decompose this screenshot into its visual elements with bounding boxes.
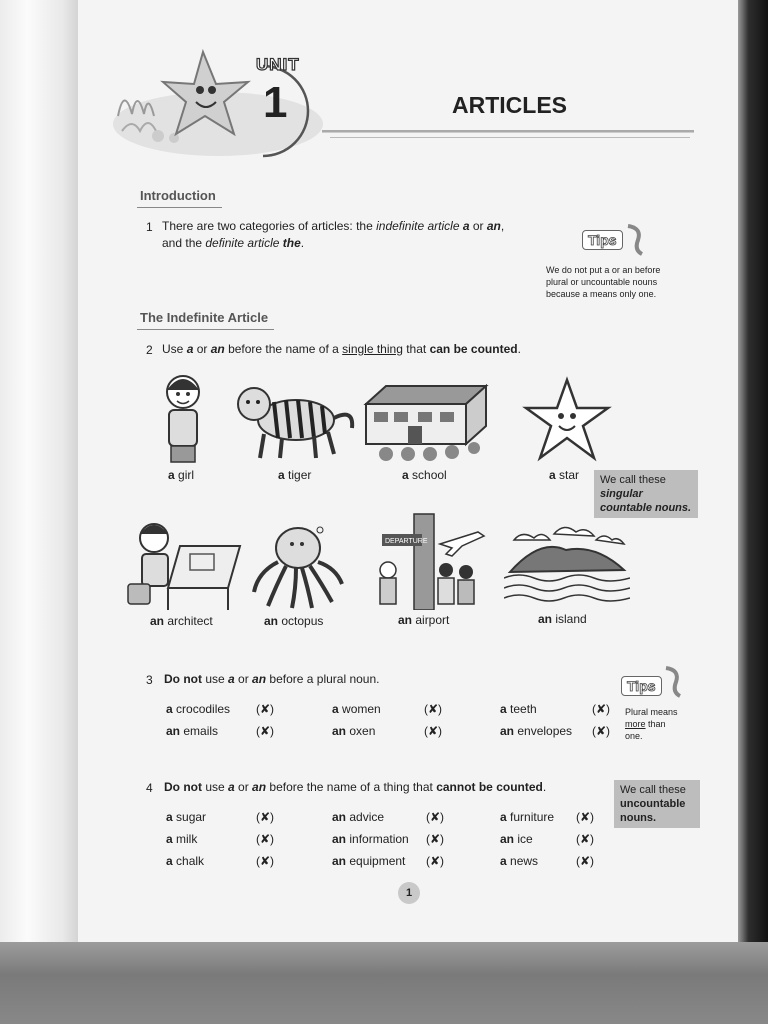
note-line: We call these [600,474,666,486]
article-label: an [332,832,347,846]
uncountable-example-cell [332,854,405,868]
item-number-4: 4 [146,781,153,795]
tips-note-2 [625,706,693,742]
article-label: an [500,832,515,846]
noun-label: star [555,468,580,482]
noun-label: sugar [172,810,207,824]
plural-example-cell [166,724,218,738]
article-label: an [332,724,347,738]
rule-article-an: an [252,780,267,794]
noun-label: school [408,468,447,482]
article-label: an [398,613,413,627]
noun-label: news [506,854,539,868]
intro-text: or [469,219,487,233]
article-label: an [166,724,181,738]
article-label: an [150,614,165,628]
tips-note-line: Plural means [625,707,678,717]
singular-countable-note [594,470,698,518]
intro-text: and the [162,236,206,250]
rule-article-an: an [210,342,225,356]
note-line-bold: uncountable [620,798,686,810]
incorrect-mark: (✘) [592,724,611,738]
tips-swirl-icon [622,222,646,256]
tiger-illustration [234,382,356,464]
incorrect-mark: (✘) [426,810,445,824]
tips-note-line: one. [625,731,643,741]
rule-text: or [234,780,253,794]
article-label: a [166,702,173,716]
article-label: a [166,832,173,846]
article-label: a [168,468,175,482]
item-number-1: 1 [146,220,153,234]
title-underline-secondary [330,137,690,138]
departure-sign: DEPARTURE [385,538,428,545]
incorrect-mark: (✘) [256,854,275,868]
article-label: an [264,614,279,628]
note-line: We call these [620,784,686,796]
example-a-tiger [278,468,311,482]
article-label: a [549,468,556,482]
incorrect-mark: (✘) [576,854,595,868]
rule-text: Use [162,342,187,356]
intro-text-italic: definite article [205,236,283,250]
noun-label: island [552,612,587,626]
rule-article-a: a [228,780,235,794]
tips-note-underlined: more [625,719,646,729]
uncountable-example-cell [166,832,197,846]
rule-text: before the name of a [224,342,343,356]
noun-label: crocodiles [172,702,231,716]
article-label: a [500,810,507,824]
uncountable-example-cell [500,832,533,846]
article-label: a [402,468,409,482]
rule-text: or [234,672,253,686]
article-label: an [332,854,347,868]
scan-background [0,942,768,1024]
article-label: a [500,702,507,716]
intro-article-an: an [486,219,501,233]
girl-illustration [160,372,206,468]
article-label: a [278,468,285,482]
rule-article-a: a [186,342,194,356]
tips-note-line: because a means only one. [546,289,657,299]
rule-bold-text: can be counted [429,342,518,356]
unit-number: 1 [263,78,288,127]
example-an-island [538,612,587,626]
uncountable-note [614,780,700,828]
noun-label: tiger [284,468,312,482]
example-an-airport [398,613,449,627]
noun-label: ice [514,832,533,846]
title-underline [322,130,694,133]
indefinite-rule-sentence [162,341,521,358]
rule-text: or [193,342,211,356]
plural-example-cell [332,724,375,738]
noun-label: oxen [346,724,376,738]
noun-label: girl [174,468,195,482]
noun-label: information [346,832,409,846]
noun-label: furniture [506,810,555,824]
tips-note-line: We do not put a or an before [546,265,661,275]
example-a-girl [168,468,194,482]
uncountable-example-cell [500,810,554,824]
article-label: a [166,854,173,868]
tips-swirl-icon [660,664,684,700]
uncountable-example-cell [332,832,409,846]
incorrect-mark: (✘) [256,810,275,824]
noun-label: milk [172,832,198,846]
item-number-2: 2 [146,343,153,357]
plural-rule-sentence [164,671,379,688]
rule-text: . [517,342,521,356]
noun-label: equipment [346,854,406,868]
uncountable-example-cell [332,810,384,824]
unit-label: UNIT [256,55,300,74]
noun-label: envelopes [514,724,573,738]
intro-article-a: a [462,219,470,233]
incorrect-mark: (✘) [256,702,275,716]
star-illustration [522,376,612,466]
rule-bold-text: Do not [164,672,202,686]
noun-label: architect [164,614,213,628]
rule-text: . [542,780,547,794]
rule-text: use [202,672,229,686]
plural-example-cell [500,702,537,716]
tips-badge-2: Tips [621,676,662,696]
school-illustration [362,382,490,464]
intro-text-italic: indefinite article [376,219,463,233]
plural-example-cell [332,702,381,716]
intro-text: . [300,236,305,250]
note-line-bold: singular [600,488,643,500]
rule-text: use [202,780,229,794]
article-label: a [500,854,507,868]
noun-label: teeth [506,702,537,716]
example-an-architect [150,614,213,628]
tips-note-line: plural or uncountable nouns [546,277,658,287]
noun-label: chalk [172,854,205,868]
intro-text-line-2 [162,235,304,252]
uncountable-example-cell [166,810,206,824]
rule-underlined-text: single thing [342,342,403,356]
page-right-edge [738,0,768,942]
page-title: ARTICLES [452,92,567,118]
incorrect-mark: (✘) [256,832,275,846]
article-label: a [332,702,339,716]
tips-note-1 [546,264,696,300]
intro-text: There are two categories of articles: the [162,219,377,233]
noun-label: octopus [278,614,324,628]
note-line-bold: nouns. [620,812,657,824]
incorrect-mark: (✘) [576,832,595,846]
example-an-octopus [264,614,323,628]
page-number: 1 [398,882,420,904]
incorrect-mark: (✘) [576,810,595,824]
incorrect-mark: (✘) [426,832,445,846]
rule-text: that [402,342,430,356]
section-heading-indefinite-article: The Indefinite Article [140,310,269,325]
uncountable-rule-sentence [164,779,546,796]
octopus-illustration [250,524,346,610]
example-a-star [549,468,579,482]
noun-label: women [338,702,381,716]
tips-badge-1: Tips [582,230,623,250]
uncountable-example-cell [166,854,204,868]
island-illustration [504,520,630,608]
article-label: an [538,612,553,626]
rule-text: before the name of a thing that [266,780,437,794]
intro-text: , [500,219,505,233]
architect-illustration [124,518,246,612]
uncountable-example-cell [500,854,538,868]
example-a-school [402,468,447,482]
article-label: an [332,810,347,824]
intro-article-the: the [282,236,301,250]
item-number-3: 3 [146,673,153,687]
plural-example-cell [166,702,230,716]
rule-article-an: an [252,672,267,686]
incorrect-mark: (✘) [426,854,445,868]
airport-illustration [366,508,488,610]
tips-note-line: than [645,719,666,729]
page-binding-shadow [0,0,78,942]
incorrect-mark: (✘) [424,724,443,738]
rule-bold-text: Do not [164,780,202,794]
rule-text: before a plural noun. [266,672,380,686]
note-line-bold: countable nouns. [600,502,692,514]
article-label: a [166,810,173,824]
plural-example-cell [500,724,572,738]
incorrect-mark: (✘) [424,702,443,716]
noun-label: advice [346,810,385,824]
incorrect-mark: (✘) [592,702,611,716]
intro-text-line-1 [162,218,504,235]
section-heading-introduction: Introduction [140,188,216,203]
article-label: an [500,724,515,738]
rule-bold-text: cannot be counted [436,780,543,794]
noun-label: emails [180,724,219,738]
noun-label: airport [412,613,450,627]
incorrect-mark: (✘) [256,724,275,738]
rule-article-a: a [228,672,235,686]
